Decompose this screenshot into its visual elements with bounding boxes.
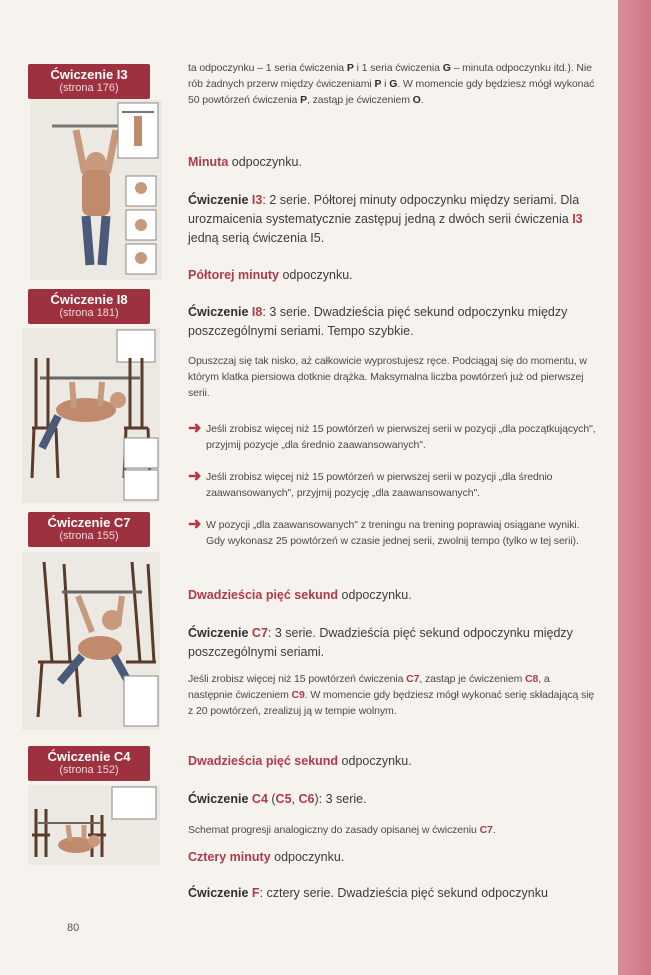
exercise-c7-description: Jeśli zrobisz więcej niż 15 powtórzeń ćwiczenia C7, zastąp je ćwiczeniem C8, a następnie ćwiczeniem C9. W momencie gdy będziesz mógł wykonać serię składającą się z 20 powtórzeń, zrealizuj ją w tempie wolnym.: [188, 673, 595, 717]
rest-line-3: Dwadzieścia pięć sekund odpoczynku.: [188, 588, 412, 602]
badge-title: Ćwiczenie C7: [47, 515, 131, 530]
exercise-badge-i8: [28, 289, 150, 324]
intro-paragraph: ta odpoczynku – 1 seria ćwiczenia P i 1 seria ćwiczenia G – minuta odpoczynku itd.). Nie rób żadnych przerw między ćwiczeniami P i G. W momencie gdy będziesz mógł wykonać 50 powtórzeń ćwiczenia P, zastąp je ćwiczeniem O.: [188, 62, 595, 106]
rest-line-1: Minuta odpoczynku.: [188, 155, 302, 169]
illustration-i8-chair-row: [22, 328, 160, 503]
rest-line-5: Cztery minuty odpoczynku.: [188, 850, 345, 864]
exercise-badge-c4: [28, 746, 150, 781]
badge-title: Ćwiczenie C4: [47, 749, 131, 764]
badge-page: (strona 176): [59, 82, 119, 94]
badge-page: (strona 152): [59, 764, 119, 776]
page-edge-stripe: [618, 0, 651, 975]
exercise-badge-i3: [28, 64, 150, 99]
arrow-right-icon: ➜: [188, 516, 202, 533]
badge-page: (strona 181): [59, 307, 119, 319]
illustration-i3-pullup: [30, 100, 162, 280]
exercise-i8-description: Opuszczaj się tak nisko, aż całkowicie wyprostujesz ręce. Podciągaj się do momentu, w którym klatka piersiowa dotknie drążka. Maksymalna liczba powtórzeń już od pierwszej serii.: [188, 355, 587, 399]
badge-title: Ćwiczenie I3: [50, 67, 128, 82]
exercise-badge-c7: [28, 512, 150, 547]
exercise-c4-description: Schemat progresji analogiczny do zasady opisanej w ćwiczeniu C7.: [188, 824, 496, 836]
rest-line-2: Półtorej minuty odpoczynku.: [188, 268, 353, 282]
exercise-f-text: Ćwiczenie F: cztery serie. Dwadzieścia pięć sekund odpoczynku: [188, 886, 548, 900]
rest-line-4: Dwadzieścia pięć sekund odpoczynku.: [188, 754, 412, 768]
exercise-c4-text: Ćwiczenie C4 (C5, C6): 3 serie.: [188, 792, 367, 806]
badge-title: Ćwiczenie I8: [50, 292, 128, 307]
exercise-i8-text: Ćwiczenie I8: 3 serie. Dwadzieścia pięć sekund odpoczynku między poszczególnymi seriami. Tempo szybkie.: [188, 305, 568, 338]
exercise-c7-text: Ćwiczenie C7: 3 serie. Dwadzieścia pięć sekund odpoczynku między poszczególnymi seriami.: [188, 626, 573, 659]
progression-tip-3: ➜ W pozycji „dla zaawansowanych" z treningu na trening poprawiaj osiągane wyniki. Gdy wykonasz 25 powtórzeń w czasie jednej serii, zwolnij tempo (tylko w tej serii).: [188, 516, 580, 547]
arrow-right-icon: ➜: [188, 468, 202, 485]
badge-page: (strona 155): [59, 530, 119, 542]
arrow-right-icon: ➜: [188, 420, 202, 437]
progression-tip-2: ➜ Jeśli zrobisz więcej niż 15 powtórzeń w pierwszej serii w pozycji „dla średnio zaawansowanych", przyjmij pozycję „dla zaawansowanych".: [188, 468, 553, 499]
exercise-i3-text: Ćwiczenie I3: 2 serie. Półtorej minuty odpoczynku między seriami. Dla urozmaicenia systematycznie zastępuj jedną z dwóch serii ćwiczenia I3 jedną serią ćwiczenia I5.: [188, 193, 583, 245]
illustration-c7-dip: [22, 552, 160, 730]
page-number: 80: [67, 922, 80, 934]
progression-tip-1: ➜ Jeśli zrobisz więcej niż 15 powtórzeń w pierwszej serii w pozycji „dla początkujących", przyjmij pozycje „dla średnio zaawansowanych".: [188, 420, 596, 451]
illustration-c4-row: [28, 785, 160, 865]
